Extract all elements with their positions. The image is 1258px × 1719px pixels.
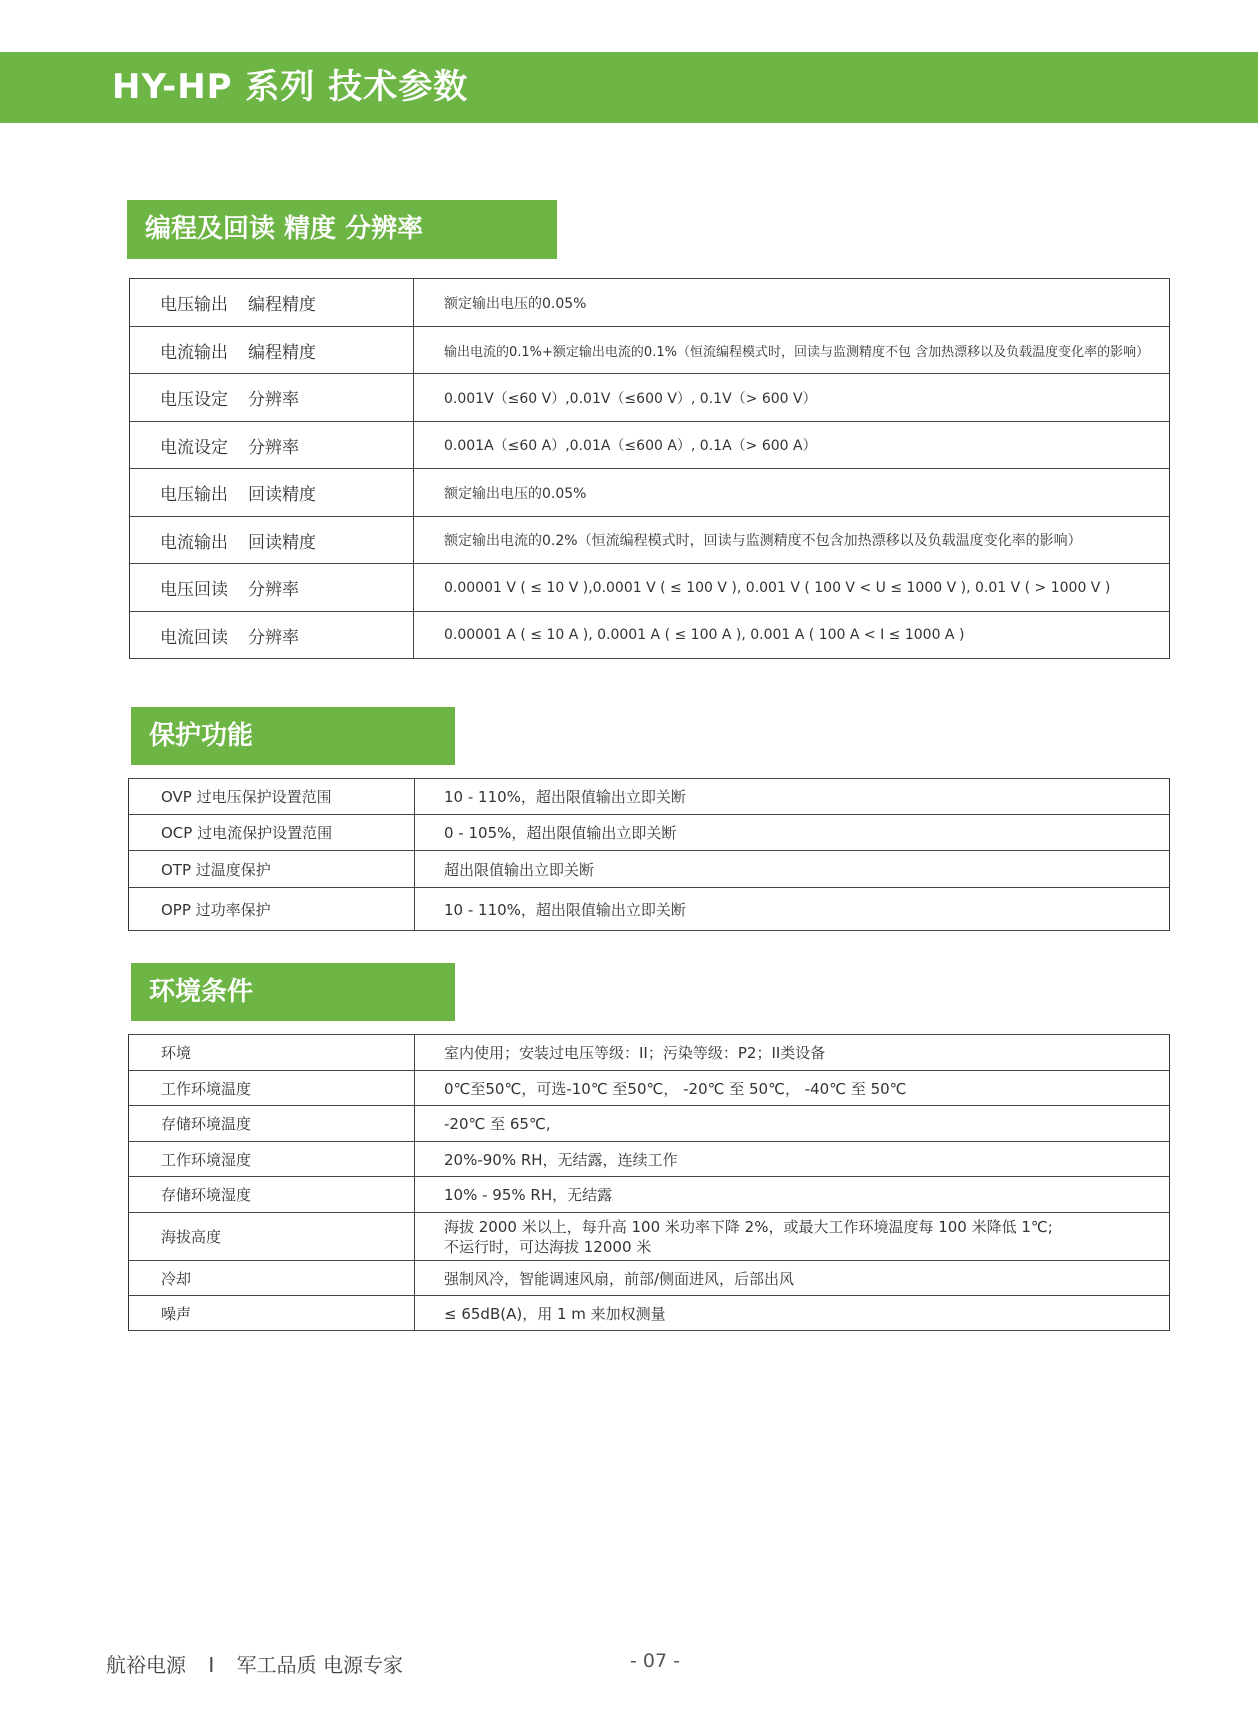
table-row <box>130 612 1170 659</box>
table-row <box>129 1106 1170 1142</box>
row-value: 0℃至50℃，可选-10℃ 至50℃， -20℃ 至 50℃， -40℃ 至 50℃ <box>415 1071 1170 1106</box>
row-label: 电流回读 分辨率 <box>130 612 414 659</box>
row-value: 强制风冷，智能调速风扇，前部/侧面进风，后部出风 <box>415 1261 1170 1296</box>
row-value: -20℃ 至 65℃, <box>415 1106 1170 1142</box>
environment-table <box>128 1034 1170 1331</box>
row-label: OTP 过温度保护 <box>129 851 415 888</box>
row-value: ≤ 65dB(A)，用 1 m 来加权测量 <box>415 1296 1170 1331</box>
table-row <box>129 1142 1170 1177</box>
footer-brand: 航裕电源 <box>106 1653 186 1677</box>
table-row <box>129 815 1170 851</box>
row-label: 海拔高度 <box>129 1213 415 1261</box>
table-row <box>130 422 1170 469</box>
row-label: 工作环境温度 <box>129 1071 415 1106</box>
row-label: 环境 <box>129 1035 415 1071</box>
row-value <box>415 1213 1170 1261</box>
section-title: 环境条件 <box>149 977 254 1007</box>
row-value: 输出电流的0.1%+额定输出电流的0.1%（恒流编程模式时，回读与监测精度不包 含加热漂移以及负载温度变化率的影响） <box>414 327 1170 374</box>
row-value: 0.00001 V ( ≤ 10 V ),0.0001 V ( ≤ 100 V ), 0.001 V ( 100 V < U ≤ 1000 V ), 0.01 V ( > 1000 V ) <box>414 564 1170 612</box>
row-label: 噪声 <box>129 1296 415 1331</box>
table-row <box>130 564 1170 612</box>
row-value: 10% - 95% RH，无结露 <box>415 1177 1170 1213</box>
row-label: 电压设定 分辨率 <box>130 374 414 422</box>
table-row <box>129 779 1170 815</box>
table-row <box>130 327 1170 374</box>
table-row <box>130 517 1170 564</box>
row-label: 电流输出 回读精度 <box>130 517 414 564</box>
row-label: OPP 过功率保护 <box>129 888 415 931</box>
programming-accuracy-table <box>129 278 1170 659</box>
table-row <box>129 1296 1170 1331</box>
section-title: 保护功能 <box>149 721 254 751</box>
top-banner <box>0 52 1258 123</box>
row-label: OCP 过电流保护设置范围 <box>129 815 415 851</box>
row-value: 20%-90% RH，无结露，连续工作 <box>415 1142 1170 1177</box>
footer-brand-line <box>106 1649 403 1678</box>
row-label: 电流输出 编程精度 <box>130 327 414 374</box>
row-value: 0.001A（≤60 A）,0.01A（≤600 A）, 0.1A（> 600 A） <box>414 422 1170 469</box>
row-value: 0.001V（≤60 V）,0.01V（≤600 V）, 0.1V（> 600 V） <box>414 374 1170 422</box>
footer-slogan: 军工品质 电源专家 <box>236 1653 403 1677</box>
table-row <box>129 888 1170 931</box>
row-label: 冷却 <box>129 1261 415 1296</box>
row-value: 0.00001 A ( ≤ 10 A ), 0.0001 A ( ≤ 100 A ), 0.001 A ( 100 A < I ≤ 1000 A ) <box>414 612 1170 659</box>
table-row <box>129 851 1170 888</box>
row-label: 电流设定 分辨率 <box>130 422 414 469</box>
row-label: 电压回读 分辨率 <box>130 564 414 612</box>
table-row <box>129 1213 1170 1261</box>
row-value: 额定输出电压的0.05% <box>414 279 1170 327</box>
row-value: 10 - 110%，超出限值输出立即关断 <box>415 888 1170 931</box>
row-value: 室内使用；安装过电压等级：II；污染等级：P2；II类设备 <box>415 1035 1170 1071</box>
row-label: 存储环境温度 <box>129 1106 415 1142</box>
protection-table <box>128 778 1170 931</box>
row-label: 存储环境湿度 <box>129 1177 415 1213</box>
value-line: 海拔 2000 米以上，每升高 100 米功率下降 2%，或最大工作环境温度每 100 米降低 1℃; <box>444 1217 1053 1236</box>
row-label: OVP 过电压保护设置范围 <box>129 779 415 815</box>
row-value: 10 - 110%，超出限值输出立即关断 <box>415 779 1170 815</box>
footer-separator: I <box>208 1653 215 1677</box>
table-row <box>129 1035 1170 1071</box>
page-number: - 07 - <box>630 1650 680 1672</box>
row-label: 工作环境湿度 <box>129 1142 415 1177</box>
row-label: 电压输出 回读精度 <box>130 469 414 517</box>
table-row <box>129 1177 1170 1213</box>
section-header-protection <box>131 707 455 765</box>
value-line: 不运行时，可达海拔 12000 米 <box>444 1237 652 1256</box>
row-value: 0 - 105%，超出限值输出立即关断 <box>415 815 1170 851</box>
row-value: 额定输出电压的0.05% <box>414 469 1170 517</box>
table-row <box>129 1261 1170 1296</box>
table-row <box>130 469 1170 517</box>
row-value: 额定输出电流的0.2%（恒流编程模式时，回读与监测精度不包含加热漂移以及负载温度变化率的影响） <box>414 517 1170 564</box>
row-value: 超出限值输出立即关断 <box>415 851 1170 888</box>
table-row <box>130 279 1170 327</box>
section-title: 编程及回读 精度 分辨率 <box>145 214 424 244</box>
page-title: HY-HP 系列 技术参数 <box>112 67 469 107</box>
row-label: 电压输出 编程精度 <box>130 279 414 327</box>
table-row <box>129 1071 1170 1106</box>
section-header-environment <box>131 963 455 1021</box>
table-row <box>130 374 1170 422</box>
section-header-programming <box>127 200 557 259</box>
